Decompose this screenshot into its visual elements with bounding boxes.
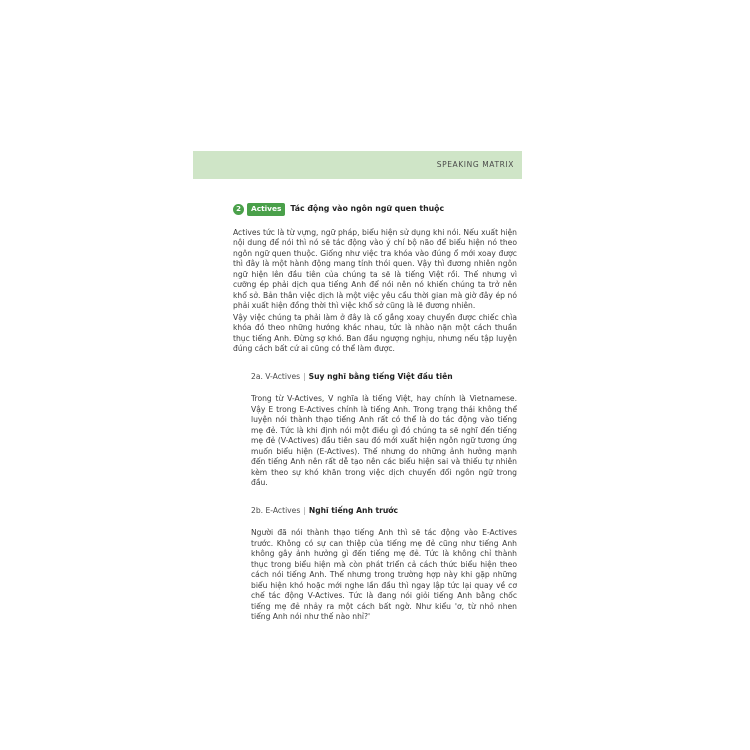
subsection-separator: |: [303, 505, 306, 515]
section-heading: [233, 203, 517, 216]
paragraph: Actives tức là từ vựng, ngữ pháp, biểu hiện sử dụng khi nói. Nếu xuất hiện nội dung để nói thì nó sẽ tác động vào ý chí bộ não để biểu hiện nó theo ngôn ngữ quen thuộc. Giống như việc tra khóa vào đúng ổ mới xoay được thì đây là một hành động mang tính thói quen. Vậy thì đương nhiên ngôn ngữ hiện lên đầu tiên của chúng ta sẽ là tiếng Việt rồi. Thế nhưng vì cưỡng ép phải dịch qua tiếng Anh để nói nên nó khiến chúng ta trở nên khổ sở. Bản thân việc dịch là một việc yêu cầu thời gian mà giờ đây ép nó phải xuất hiện đồng thời thì việc khổ sở cũng là lẽ đương nhiên.: [233, 227, 517, 310]
subsection-body: Trong từ V-Actives, V nghĩa là tiếng Việt, hay chính là Vietnamese. Vậy E trong E-Actives chính là tiếng Anh. Trong trạng thái không thể luyện nói thành thạo tiếng Anh rất có thể là do tác động vào tiếng mẹ đẻ. Tức là khi định nói một điều gì đó chúng ta sẽ nghĩ đến tiếng mẹ đẻ (V-Actives) đầu tiên sau đó mới xuất hiện ngôn ngữ tương ứng muốn biểu hiện (E-Actives). Thế nhưng do những ảnh hưởng mạnh đến tiếng Anh nên rất dễ tạo nên các biểu hiện sai và thiếu tự nhiên kèm theo sự khó khăn trong việc dịch chuyển đổi ngôn ngữ trong đầu.: [251, 394, 517, 487]
subsection-body: Người đã nói thành thạo tiếng Anh thì sẽ tác động vào E-Actives trước. Không có sự can thiệp của tiếng mẹ đẻ cũng như tiếng Anh không gây ảnh hưởng gì đến tiếng mẹ đẻ. Tức là không chỉ thành thục trong biểu hiện mà còn phát triển cả cách thức biểu hiện theo cách nói tiếng Anh. Thế nhưng trong trường hợp này khi gặp những biểu hiện khó hoặc mới nghe lần đầu thì ngay lập tức lại quay về cơ chế tác động V-Actives. Tức là đang nói giỏi tiếng Anh bằng chốc tiếng mẹ đẻ nhảy ra một cách bất ngờ. Như kiểu 'ơ, từ nhỏ nhen tiếng Anh nói như thế nào nhỉ?': [251, 528, 517, 621]
running-header-title: SPEAKING MATRIX: [436, 160, 514, 169]
subsection-heading: [251, 506, 517, 517]
paragraph: Vậy việc chúng ta phải làm ở đây là cố gắng xoay chuyển được chiếc chìa khóa đó theo những hướng khác nhau, tức là nhào nặn một cách thuần thục tiếng Anh. Đừng sợ khó. Ban đầu ngượng nghịu, nhưng nếu tập luyện đúng cách bất cứ ai cũng có thể làm được.: [233, 312, 517, 353]
subsection-separator: |: [303, 371, 306, 381]
section-title: Tác động vào ngôn ngữ quen thuộc: [290, 204, 445, 213]
page-content: [233, 203, 517, 623]
subsection-e-actives: [233, 506, 517, 623]
subsection-label: 2a. V-Actives: [251, 371, 301, 381]
header-band: [193, 151, 522, 179]
subsection-title: Nghĩ tiếng Anh trước: [308, 505, 399, 515]
subsection-label: 2b. E-Actives: [251, 505, 301, 515]
subsection-title: Suy nghĩ bằng tiếng Việt đầu tiên: [308, 371, 453, 381]
section-number-badge: 2: [233, 204, 244, 215]
subsection-heading: [251, 372, 517, 383]
section-tag: Actives: [247, 203, 285, 216]
subsection-v-actives: [233, 372, 517, 489]
